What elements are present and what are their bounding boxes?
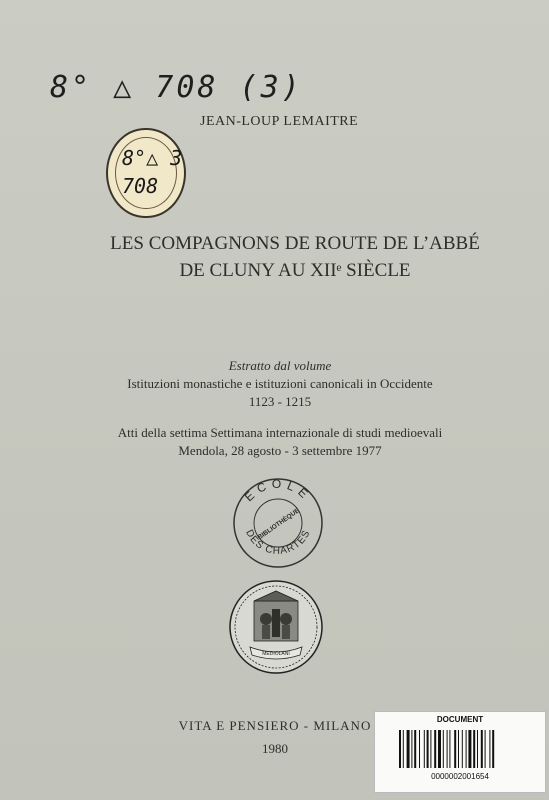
svg-text:ECOLE: [242, 477, 314, 504]
title-line-1: LES COMPAGNONS DE ROUTE DE L’ABBÉ: [110, 233, 480, 254]
stamp-middle-text: BIBLIOTHÈQUE: [256, 507, 301, 542]
seal-ribbon-text: MEDIOLANI: [262, 651, 290, 657]
extract-intro: Estratto dal volume: [228, 358, 332, 373]
publisher-seal: [228, 579, 324, 675]
handwritten-shelfmark: 8° △ 708 (3): [50, 70, 303, 105]
stamp-top-text: ECOLE: [241, 476, 315, 505]
publisher-name: VITA E PENSIERO - MILANO: [178, 718, 372, 733]
proceedings-line-2: Mendola, 28 agosto - 3 settembre 1977: [178, 443, 382, 458]
barcode-icon: [399, 730, 521, 768]
barcode-label: [374, 711, 546, 793]
svg-text:DES CHARTES: [243, 528, 312, 557]
proceedings-note: [60, 424, 500, 460]
author-name: JEAN-LOUP LEMAITRE: [200, 114, 359, 129]
library-stamp: [231, 476, 325, 570]
library-label: [106, 128, 186, 218]
extract-volume: Istituzioni monastiche e istituzioni canonicali in Occidente: [127, 376, 433, 391]
barcode-number: 0000002001654: [431, 772, 489, 781]
stamp-bottom-text: DES CHARTES: [243, 528, 313, 557]
extract-years: 1123 - 1215: [248, 394, 312, 409]
extract-note: [60, 357, 500, 411]
library-label-bottom: 708: [122, 174, 159, 198]
title-line-2: DE CLUNY AU XIIᵉ SIÈCLE: [179, 260, 411, 281]
proceedings-line-1: Atti della settima Settimana internazionale di studi medioevali: [117, 425, 443, 440]
publication-year: 1980: [262, 741, 288, 756]
document-title: [95, 230, 495, 284]
barcode-title: DOCUMENT: [436, 715, 484, 724]
library-label-top: 8°△ 3: [122, 146, 183, 170]
